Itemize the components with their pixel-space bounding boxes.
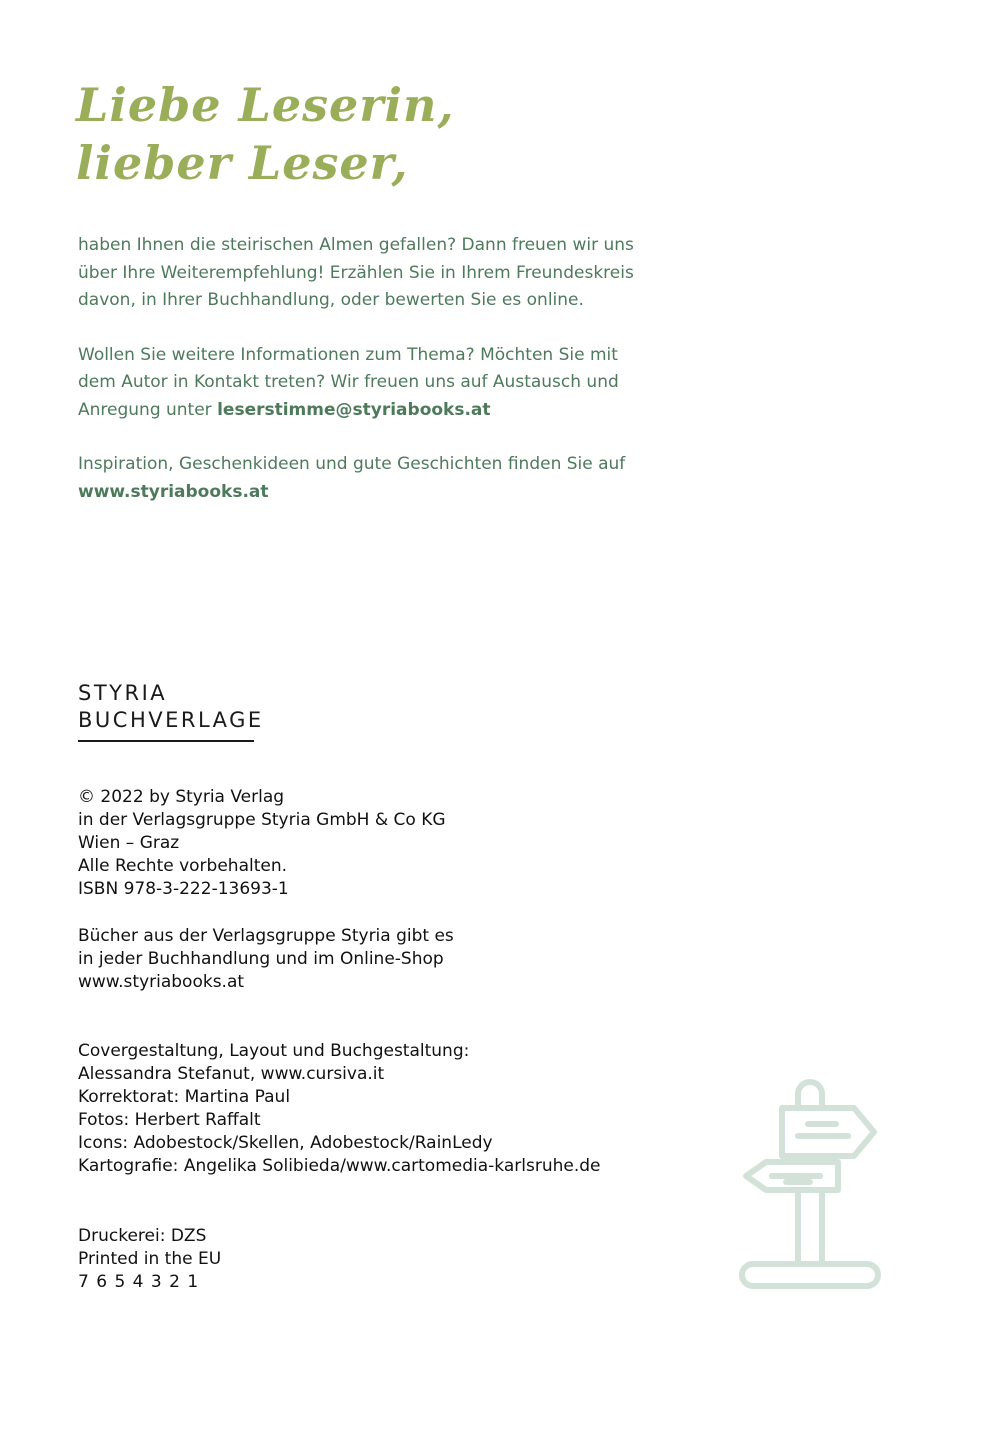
availability-block: Bücher aus der Verlagsgruppe Styria gibt es in jeder Buchhandlung und im Online-Shop www.styriabooks.at [78, 926, 454, 992]
intro-paragraph-3: Inspiration, Geschenkideen und gute Geschichten finden Sie auf www.styriabooks.at [78, 454, 626, 502]
intro-text [78, 232, 658, 533]
greeting-line-1: Liebe Leserin, [76, 78, 455, 132]
intro-paragraph-1: haben Ihnen die steirischen Almen gefallen? Dann freuen wir uns über Ihre Weiterempfehlung! Erzählen Sie in Ihrem Freundeskreis davon, in Ihrer Buchhandlung, oder bewerten Sie es online. [78, 235, 634, 310]
logo-line-1: STYRIA [78, 681, 168, 705]
logo-underline [78, 740, 254, 742]
copyright-block: © 2022 by Styria Verlag in der Verlagsgruppe Styria GmbH & Co KG Wien – Graz Alle Rechte vorbehalten. ISBN 978-3-222-13693-1 [78, 787, 446, 899]
credits-block: Covergestaltung, Layout und Buchgestaltung: Alessandra Stefanut, www.cursiva.it Korrektorat: Martina Paul Fotos: Herbert Raffalt Icons: Adobestock/Skellen, Adobestock/RainLedy Kartografie: Angelika Solibieda/www.cartomedia-karlsruhe.de [78, 1041, 601, 1176]
greeting-line-2: lieber Leser, [76, 136, 409, 190]
email-link[interactable]: leserstimme@styriabooks.at [217, 399, 491, 420]
signpost-icon [738, 1078, 884, 1298]
website-link[interactable]: www.styriabooks.at [78, 481, 269, 502]
greeting-heading [76, 76, 454, 192]
printing-block: Druckerei: DZS Printed in the EU 7 6 5 4 3 2 1 [78, 1226, 222, 1292]
intro-paragraph-2: Wollen Sie weitere Informationen zum Thema? Möchten Sie mit dem Autor in Kontakt treten? Wir freuen uns auf Austausch und Anregung unter leserstimme@styriabooks.at [78, 344, 619, 420]
publisher-logo [78, 680, 264, 742]
logo-line-2: BUCHVERLAGE [78, 708, 264, 732]
